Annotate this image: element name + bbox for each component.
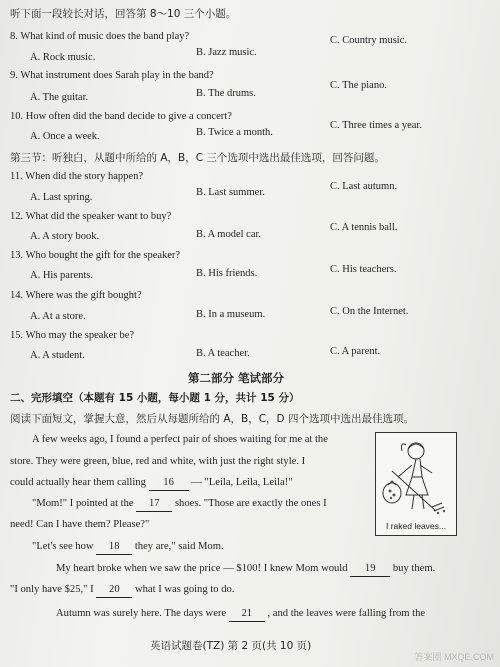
q13-option-c: C. His teachers. bbox=[330, 264, 397, 275]
illustration-box bbox=[375, 432, 457, 536]
question-8: 8. What kind of music does the band play? bbox=[10, 31, 190, 42]
q11-option-c: C. Last autumn. bbox=[330, 181, 398, 192]
question-13: 13. Who bought the gift for the speaker? bbox=[10, 250, 181, 261]
part-two-title: 第二部分 笔试部分 bbox=[188, 371, 285, 385]
question-11: 11. When did the story happen? bbox=[10, 171, 143, 182]
question-10: 10. How often did the band decide to give a concert? bbox=[10, 111, 232, 122]
q15-option-a: A. A student. bbox=[30, 350, 85, 361]
passage-line-7: My heart broke when we saw the price — $100! I knew Mom would 19 buy them. bbox=[56, 562, 435, 577]
q13-option-a: A. His parents. bbox=[30, 270, 93, 281]
passage-line-9: Autumn was surely here. The days were 21 , and the leaves were falling from the bbox=[56, 607, 425, 622]
watermark: 答案圈 MXQE.COM bbox=[414, 652, 494, 662]
q12-option-c: C. A tennis ball. bbox=[330, 222, 398, 233]
q14-option-a: A. At a store. bbox=[30, 311, 86, 322]
blank-19[interactable]: 19 bbox=[350, 562, 390, 577]
q8-option-b: B. Jazz music. bbox=[196, 47, 257, 58]
section-3-instructions: 第三节：听独白，从题中所给的 A，B，C 三个选项中选出最佳选项，回答问题。 bbox=[10, 152, 385, 164]
q12-option-b: B. A model car. bbox=[196, 229, 262, 240]
q10-option-b: B. Twice a month. bbox=[196, 127, 273, 138]
blank-16[interactable]: 16 bbox=[149, 476, 189, 491]
q9-option-c: C. The piano. bbox=[330, 80, 387, 91]
passage-line-5: need! Can I have them? Please?" bbox=[10, 519, 150, 530]
q11-option-b: B. Last summer. bbox=[196, 187, 265, 198]
question-9: 9. What instrument does Sarah play in the band? bbox=[10, 70, 214, 81]
passage-line-3: could actually hear them calling 16 — "Leila, Leila, Leila!" bbox=[10, 476, 293, 491]
cloze-instructions: 阅读下面短文，掌握大意，然后从每题所给的 A，B，C，D 四个选项中选出最佳选项。 bbox=[10, 413, 414, 425]
passage-line-4: "Mom!" I pointed at the 17 shoes. "Those are exactly the ones I bbox=[32, 497, 327, 512]
passage-line-1: A few weeks ago, I found a perfect pair of shoes waiting for me at the bbox=[32, 434, 328, 445]
q10-option-a: A. Once a week. bbox=[30, 131, 100, 142]
q11-option-a: A. Last spring. bbox=[30, 192, 93, 203]
question-14: 14. Where was the gift bought? bbox=[10, 290, 142, 301]
q15-option-c: C. A parent. bbox=[330, 346, 381, 357]
q10-option-c: C. Three times a year. bbox=[330, 120, 422, 131]
blank-18[interactable]: 18 bbox=[96, 540, 132, 555]
listening-intro-8-10: 听下面一段较长对话，回答第 8～10 三个小题。 bbox=[10, 8, 237, 20]
q8-option-c: C. Country music. bbox=[330, 35, 408, 46]
illustration-caption: I raked leaves... bbox=[385, 521, 446, 531]
q9-option-a: A. The guitar. bbox=[30, 92, 89, 103]
passage-line-2: store. They were green, blue, red and white, with just the right style. I bbox=[10, 456, 306, 467]
girl-raking-leaves-illustration bbox=[376, 433, 456, 517]
q15-option-b: B. A teacher. bbox=[196, 348, 250, 359]
q13-option-b: B. His friends. bbox=[196, 268, 258, 279]
blank-20[interactable]: 20 bbox=[96, 583, 132, 598]
q8-option-a: A. Rock music. bbox=[30, 52, 96, 63]
blank-17[interactable]: 17 bbox=[136, 497, 172, 512]
cloze-title: 二、完形填空（本题有 15 小题，每小题 1 分，共计 15 分） bbox=[10, 392, 300, 404]
q14-option-b: B. In a museum. bbox=[196, 309, 266, 320]
question-15: 15. Who may the speaker be? bbox=[10, 330, 135, 341]
question-12: 12. What did the speaker want to buy? bbox=[10, 211, 172, 222]
page-footer: 英语试题卷(TZ) 第 2 页(共 10 页) bbox=[150, 640, 312, 652]
blank-21[interactable]: 21 bbox=[229, 607, 265, 622]
passage-line-6: "Let's see how 18 they are," said Mom. bbox=[32, 540, 224, 555]
passage-line-8: "I only have $25," I 20 what I was going to do. bbox=[10, 583, 234, 598]
q12-option-a: A. A story book. bbox=[30, 231, 100, 242]
q14-option-c: C. On the Internet. bbox=[330, 306, 409, 317]
q9-option-b: B. The drums. bbox=[196, 88, 256, 99]
